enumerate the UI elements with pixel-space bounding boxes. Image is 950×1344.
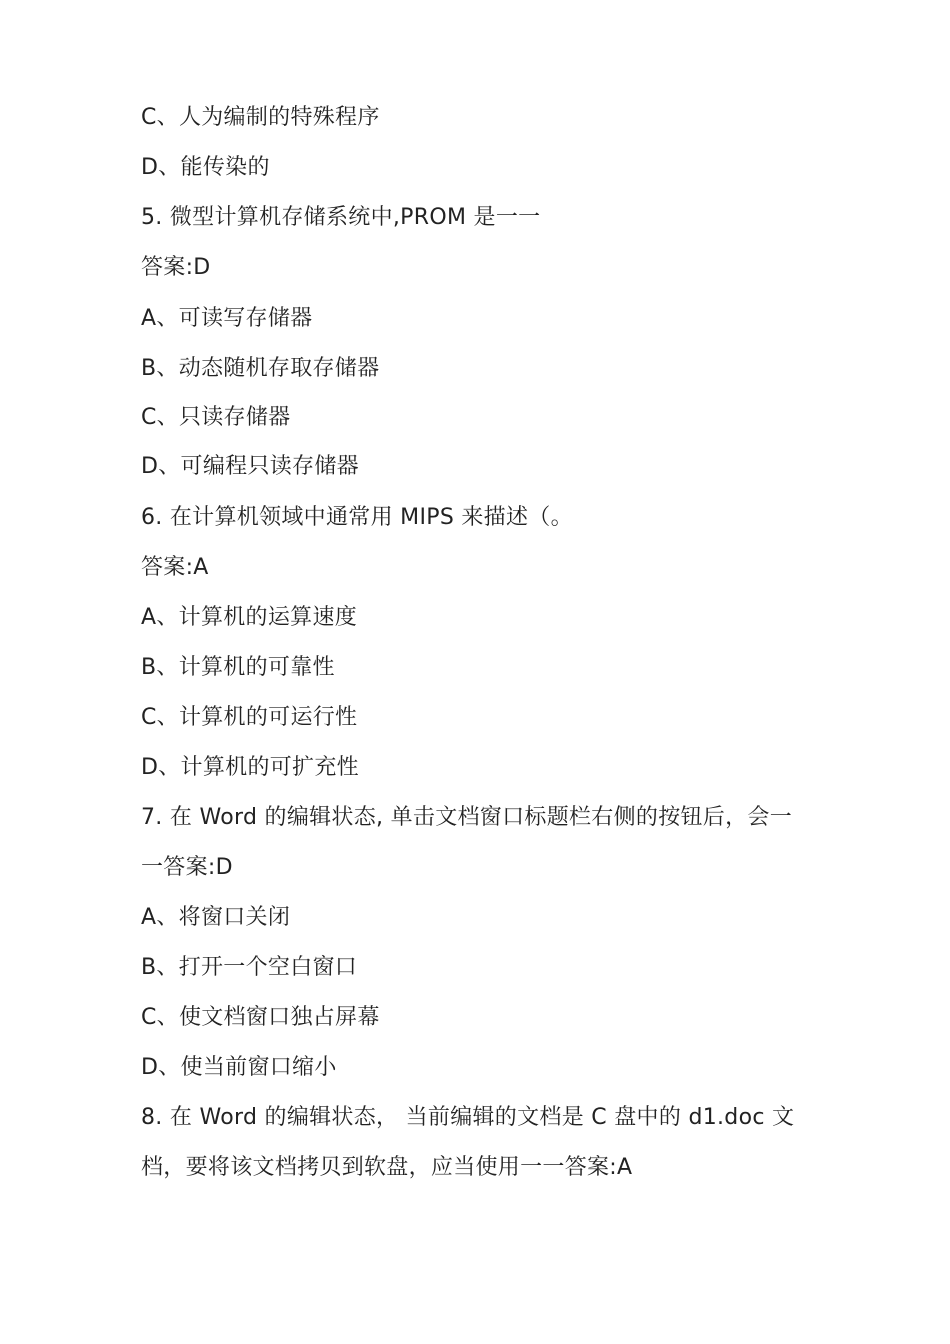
option-d-q5: D、可编程只读存储器 [141, 454, 359, 479]
option-a-q5: A、可读写存储器 [141, 306, 313, 331]
answer-q6: 答案:A [141, 555, 209, 580]
option-b-q7: B、打开一个空白窗口 [141, 955, 358, 980]
option-c-q6: C、计算机的可运行性 [141, 705, 358, 730]
question-6: 6. 在计算机领域中通常用 MIPS 来描述（。 [141, 505, 573, 530]
option-c-q5: C、只读存储器 [141, 405, 291, 430]
question-8: 8. 在 Word 的编辑状态， 当前编辑的文档是 C 盘中的 d1.doc 文 [141, 1105, 795, 1130]
option-c-q7: C、使文档窗口独占屏幕 [141, 1005, 380, 1030]
option-d-q6: D、计算机的可扩充性 [141, 755, 359, 780]
answer-q7: 一答案:D [141, 855, 233, 880]
option-c-q4: C、人为编制的特殊程序 [141, 105, 380, 130]
option-a-q6: A、计算机的运算速度 [141, 605, 358, 630]
question-8-continued: 档，要将该文档拷贝到软盘，应当使用一一答案:A [141, 1155, 633, 1180]
answer-q5: 答案:D [141, 255, 211, 280]
option-d-q7: D、使当前窗口缩小 [141, 1055, 337, 1080]
option-d-q4: D、能传染的 [141, 155, 270, 180]
option-b-q6: B、计算机的可靠性 [141, 655, 335, 680]
option-b-q5: B、动态随机存取存储器 [141, 356, 380, 381]
option-a-q7: A、将窗口关闭 [141, 905, 291, 930]
question-7: 7. 在 Word 的编辑状态, 单击文档窗口标题栏右侧的按钮后，会一 [141, 805, 793, 830]
question-5: 5. 微型计算机存储系统中,PROM 是一一 [141, 205, 541, 230]
